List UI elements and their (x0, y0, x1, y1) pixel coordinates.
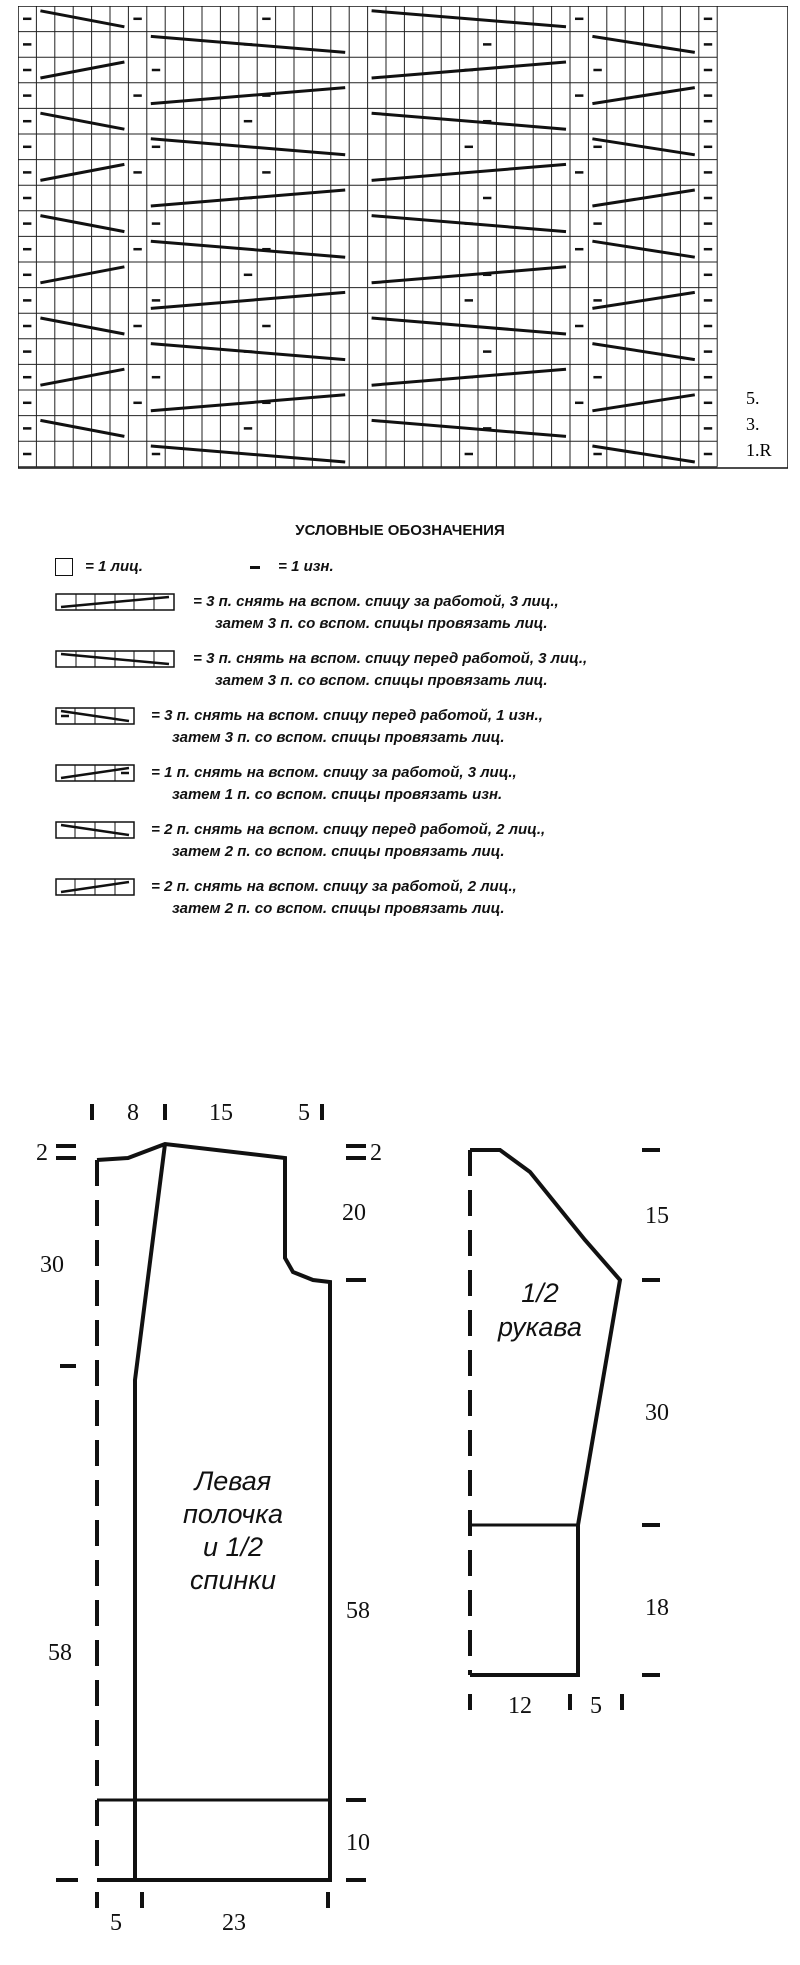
legend-item-5-line1: = 2 п. снять на вспом. спицу перед работой, 2 лиц., (151, 821, 546, 838)
dim-armhole: 20 (342, 1200, 366, 1226)
cable-4-front-purl-icon (55, 707, 135, 725)
front-label-line1: Левая (194, 1466, 272, 1496)
cable-cross-line (151, 241, 345, 257)
legend-item-4 (55, 763, 517, 783)
dim-shoulder-edge: 5 (298, 1100, 310, 1126)
legend-item-3-line2: затем 3 п. со вспом. спицы провязать лиц. (172, 729, 505, 746)
legend-item-1-line1: = 3 п. снять на вспом. спицу за работой, 3 лиц., (193, 593, 559, 610)
dim-sleeve-bottom-width: 12 (508, 1693, 532, 1719)
cable-cross-line (151, 395, 345, 411)
dim-shoulder-neck: 8 (127, 1100, 139, 1126)
sleeve-label-line1: 1/2 (521, 1278, 559, 1308)
sleeve-outline (470, 1150, 620, 1675)
dim-sleeve-bottom-edge: 5 (590, 1693, 602, 1719)
cable-cross-line (372, 420, 566, 436)
cable-cross-line (151, 139, 345, 155)
cable-cross-line (372, 164, 566, 180)
legend-title: УСЛОВНЫЕ ОБОЗНАЧЕНИЯ (295, 522, 505, 539)
legend-knit-label: = 1 лиц. (85, 558, 143, 575)
legend-item-6 (55, 877, 517, 897)
sleeve-piece (470, 1150, 620, 1675)
cable-6-front-icon (55, 650, 175, 668)
cable-cross-line (40, 62, 124, 78)
cable-4-back-purl-icon (55, 764, 135, 782)
dim-shoulder-slope-left: 2 (36, 1140, 48, 1166)
legend-item-6-line2: затем 2 п. со вспом. спицы провязать лиц. (172, 900, 505, 917)
dim-body-left: 58 (48, 1640, 72, 1666)
legend-item-3-line1: = 3 п. снять на вспом. спицу перед работой, 1 изн., (151, 707, 543, 724)
dim-bottom-width: 23 (222, 1910, 246, 1936)
legend-item-4-line1: = 1 п. снять на вспом. спицу за работой, 3 лиц., (151, 764, 517, 781)
dim-bottom-band: 5 (110, 1910, 122, 1936)
legend-item-5 (55, 820, 545, 840)
legend-item-4-line2: затем 1 п. со вспом. спицы провязать изн. (172, 786, 503, 803)
chart-grid (18, 6, 788, 476)
legend-purl (250, 557, 334, 577)
cable-cross-line (372, 11, 566, 27)
front-label-line4: спинки (190, 1565, 276, 1595)
cable-cross-line (40, 164, 124, 180)
front-neckline (135, 1144, 165, 1880)
cable-4-back-icon (55, 878, 135, 896)
dim-shoulder-slope-right: 2 (370, 1140, 382, 1166)
front-label (183, 1466, 283, 1595)
pattern-schematics (0, 1080, 800, 1965)
legend-item-2-line2: затем 3 п. со вспом. спицы провязать лиц. (215, 672, 548, 689)
dim-ribbing: 10 (346, 1830, 370, 1856)
front-label-line2: полочка (182, 1499, 284, 1529)
legend-item-1 (55, 592, 559, 612)
cable-cross-line (40, 11, 124, 27)
cable-cross-line (40, 267, 124, 283)
legend-item-2 (55, 649, 587, 669)
dim-sleeve-cuff: 18 (645, 1595, 669, 1621)
schematic-svg (0, 1080, 800, 1960)
row-label-3: 3. (746, 414, 760, 434)
legend-item-6-line1: = 2 п. снять на вспом. спицу за работой, 2 лиц., (151, 878, 517, 895)
dim-shoulder-width: 15 (209, 1100, 233, 1126)
cable-cross-line (40, 420, 124, 436)
cable-cross-line (40, 113, 124, 129)
cable-cross-line (151, 88, 345, 104)
cable-4-front-icon (55, 821, 135, 839)
knit-square-icon (55, 558, 73, 576)
purl-dash-icon (250, 566, 260, 569)
dim-body-right: 58 (346, 1598, 370, 1624)
legend-knit (55, 557, 143, 577)
cable-cross-line (40, 369, 124, 385)
dim-neck-depth: 30 (40, 1252, 64, 1278)
cable-cross-line (151, 446, 345, 462)
cable-cross-line (372, 318, 566, 334)
sleeve-label (497, 1278, 582, 1342)
row-label-1: 1.R (746, 440, 772, 460)
cable-cross-line (40, 216, 124, 232)
cable-cross-line (40, 318, 124, 334)
legend-item-3 (55, 706, 543, 726)
cable-cross-line (372, 113, 566, 129)
dim-sleeve-upper: 30 (645, 1400, 669, 1426)
cable-6-back-icon (55, 593, 175, 611)
front-label-line3: и 1/2 (202, 1532, 264, 1562)
knitting-chart (18, 6, 788, 476)
legend-item-5-line2: затем 2 п. со вспом. спицы провязать лиц. (172, 843, 505, 860)
dim-sleeve-cap: 15 (645, 1203, 669, 1229)
legend-purl-label: = 1 изн. (278, 558, 334, 575)
sleeve-dimension-ticks (470, 1150, 660, 1710)
legend-item-2-line1: = 3 п. снять на вспом. спицу перед работой, 3 лиц., (193, 650, 588, 667)
cable-cross-line (151, 292, 345, 308)
sleeve-label-line2: рукава (498, 1312, 582, 1342)
legend-item-1-line2: затем 3 п. со вспом. спицы провязать лиц. (215, 615, 548, 632)
cable-cross-line (372, 267, 566, 283)
row-label-5: 5. (746, 388, 760, 408)
